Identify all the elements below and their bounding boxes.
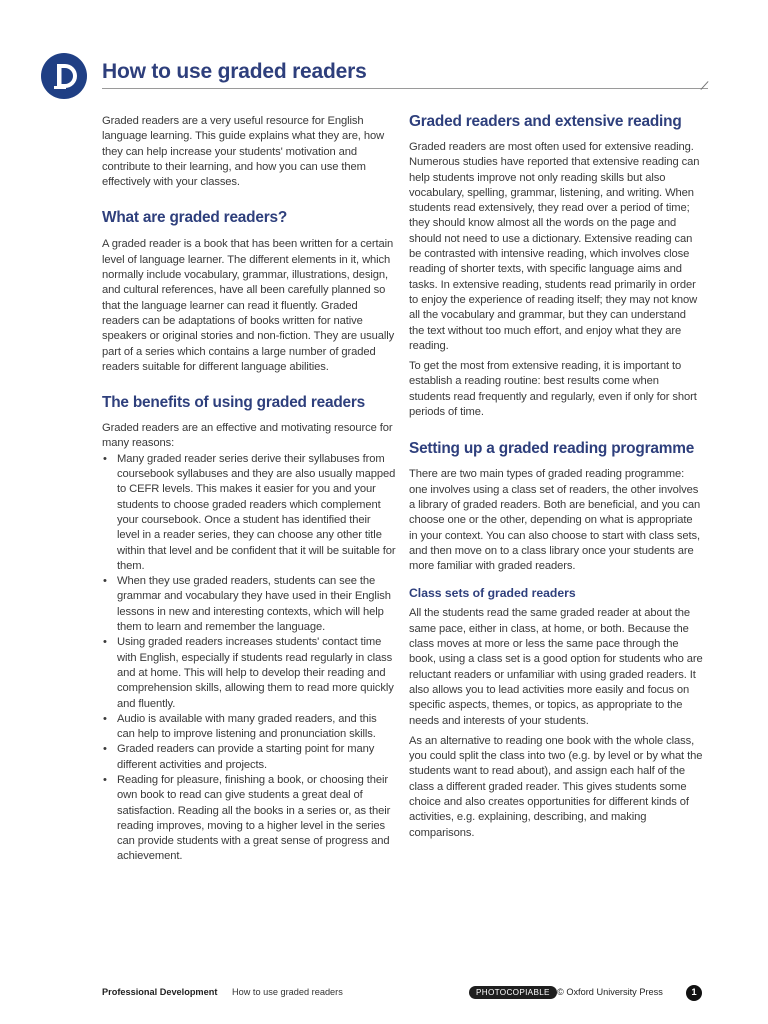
list-item: • When they use graded readers, students can see the grammar and vocabulary they have used in their English lessons in new and interesting contexts, which will help them to learn and remember the language. [102,574,396,635]
title-rule [102,88,708,89]
benefits-intro: Graded readers are an effective and motivating resource for many reasons: [102,422,393,450]
footer-title: How to use graded readers [232,987,343,997]
footer-section: Professional Development [102,987,218,997]
setup-paragraph: There are two main types of graded reading programme: one involves using a class set of readers, the other involves a library of graded readers. Both are beneficial, and you can choose one or the other, depending on what is appropriate in your context. You can also choose to start with class sets, and then move on to a class library once your students are more familiar with graded readers. [409,468,701,573]
benefits-heading: The benefits of using graded readers [102,394,366,412]
class-sets-heading: Class sets of graded readers [409,586,576,601]
list-item: • Audio is available with many graded readers, and this can help to improve listening and pronunciation skills. [102,712,396,743]
list-item: • Using graded readers increases students' contact time with English, especially if students read regularly in class and at home. This will help to develop their reading and comprehension skills, allowing them to read more quickly and fluently. [102,635,396,711]
class-sets-paragraph-1: All the students read the same graded reader at about the same pace, either in class, at home, or both. Because the class moves at more or less the same pace through the book, using a class set is a good option for students who are reluctant readers or unfamiliar with using graded readers. It also allows you to lead activities more easily and focus on specific aspects, themes, or topics, as appropriate to the needs and interests of your students. [409,607,703,727]
intro-paragraph: Graded readers are a very useful resource for English language learning. This guide explains what they are, how they can help increase your students' motivation and contribute to their learning, and how you can use them effectively with your classes. [102,115,385,189]
extensive-paragraph-1: Graded readers are most often used for extensive reading. Numerous studies have reported that extensive reading can help students improve not only reading skills but also vocabulary, spelling, grammar, listening, and writing. When students read extensively, they read over a period of time; they should know almost all the words on the page and should not need to use a dictionary. Extensive reading can be contrasted with intensive reading, which involves close reading of shorter texts, with specific language aims and tasks. In extensive reading, students read primarily in order to enjoy the experience of reading itself; they may not know all the vocabulary and grammar, but they can understand the text without too much effort, and enjoy what they are reading. [409,141,700,352]
extensive-paragraph-2: To get the most from extensive reading, it is important to establish a reading routine: best results come when students read frequently and regularly, even if only for short periods of time. [409,360,697,419]
setup-heading: Setting up a graded reading programme [409,440,695,458]
list-item: • Graded readers can provide a starting point for many different activities and projects. [102,742,396,773]
page-footer [102,986,702,1000]
benefits-list [102,452,396,865]
oxford-logo-icon [41,53,87,99]
list-item: • Reading for pleasure, finishing a book, or choosing their own book to read can give students a great deal of satisfaction. Reading all the books in a series or, as their reading improves, moving to a higher level in the series can provide students with a great sense of progress and achievement. [102,773,396,865]
what-paragraph: A graded reader is a book that has been written for a certain level of language learner. The different elements in it, which normally include vocabulary, grammar, illustrations, design, and cultural references, have all been carefully planned so that the language learner can read it fluently. Graded readers can be adaptations of books written for native speakers or original stories and non-fiction. They are usually part of a series which contains a large number of graded readers suitable for different language abilities. [102,238,395,373]
class-sets-paragraph-2: As an alternative to reading one book with the whole class, you could split the class into two (e.g. by level or by what the students want to read about), and assign each half of the class a different graded reader. This gives students some choice and also creates opportunities for different kinds of activities, e.g. explaining, describing, and making comparisons. [409,734,703,839]
list-item: • Many graded reader series derive their syllabuses from coursebook syllabuses and they are also usually mapped to CEFR levels. This makes it easier for you and your students to choose graded readers which complement your coursebook. Once a student has identified their level in a reader series, they can choose any other title within that level and be confident that it will be suitable for them. [102,452,396,574]
page-title: How to use graded readers [102,60,367,83]
extensive-heading: Graded readers and extensive reading [409,113,682,130]
page-number: 1 [686,985,702,1001]
photocopiable-badge: PHOTOCOPIABLE [469,986,557,999]
footer-copyright: © Oxford University Press [557,987,663,997]
right-column [409,100,703,841]
left-column [102,100,396,865]
what-heading: What are graded readers? [102,209,288,227]
